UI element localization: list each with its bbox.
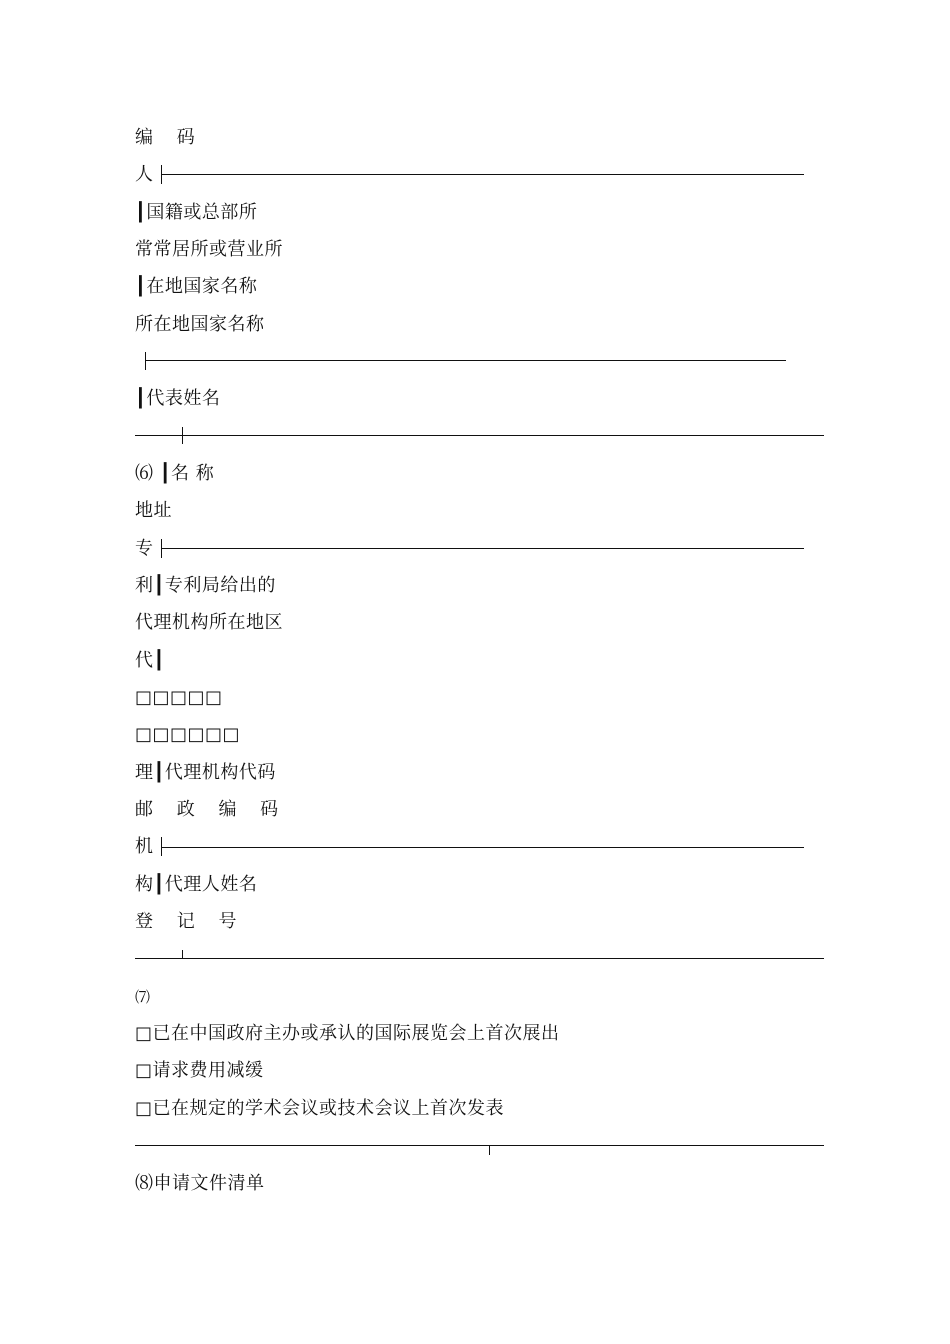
fee-reduction-option: □请求费用减缓: [135, 1060, 264, 1081]
row-separator-line: [162, 548, 804, 549]
postal-code-label-partial: 编 码: [135, 127, 204, 148]
row-separator-line: [162, 174, 804, 175]
patent-agency-side-char-dai: 代┃: [135, 650, 165, 671]
country-label-b: 所在地国家名称: [135, 314, 265, 335]
agency-region-label: 代理机构所在地区: [135, 612, 283, 633]
patent-agency-side-char-ji: 机: [135, 836, 154, 857]
section-separator-line: [135, 1145, 824, 1146]
checkbox-row-5: □□□□□: [135, 687, 223, 708]
row-separator-tick: [145, 352, 146, 370]
conference-option: □已在规定的学术会议或技术会议上首次发表: [135, 1098, 505, 1119]
section-separator-tick: [182, 950, 183, 959]
row-separator-line: [146, 360, 786, 361]
section-6-name-label: ⑹ ┃名 称: [135, 463, 215, 484]
exhibition-option: □已在中国政府主办或承认的国际展览会上首次展出: [135, 1023, 560, 1044]
representative-name-label: ┃代表姓名: [135, 388, 221, 409]
section-separator-line: [135, 958, 824, 959]
checkbox-row-6: □□□□□□: [135, 724, 241, 745]
patent-agency-side-char-zhuan: 专: [135, 538, 154, 559]
section-separator-tick: [182, 427, 183, 444]
section-separator-tick: [489, 1145, 490, 1155]
agency-code-label: 理┃代理机构代码: [135, 762, 276, 783]
application-documents-list-label: ⑻申请文件清单: [135, 1173, 265, 1194]
country-label-a: ┃在地国家名称: [135, 276, 258, 297]
patent-office-given-label: 利┃专利局给出的: [135, 575, 276, 596]
section-7-number: ⑺: [135, 988, 151, 1006]
postal-code-label: 邮 政 编 码: [135, 799, 288, 820]
address-label: 地址: [135, 500, 172, 521]
residence-label: 常常居所或营业所: [135, 239, 283, 260]
row-separator-line: [162, 847, 804, 848]
section-separator-line: [135, 435, 824, 436]
agent-name-label: 构┃代理人姓名: [135, 874, 258, 895]
nationality-label: ┃国籍或总部所: [135, 202, 258, 223]
applicant-side-char-ren: 人: [135, 164, 154, 185]
registration-number-label: 登 记 号: [135, 911, 246, 932]
